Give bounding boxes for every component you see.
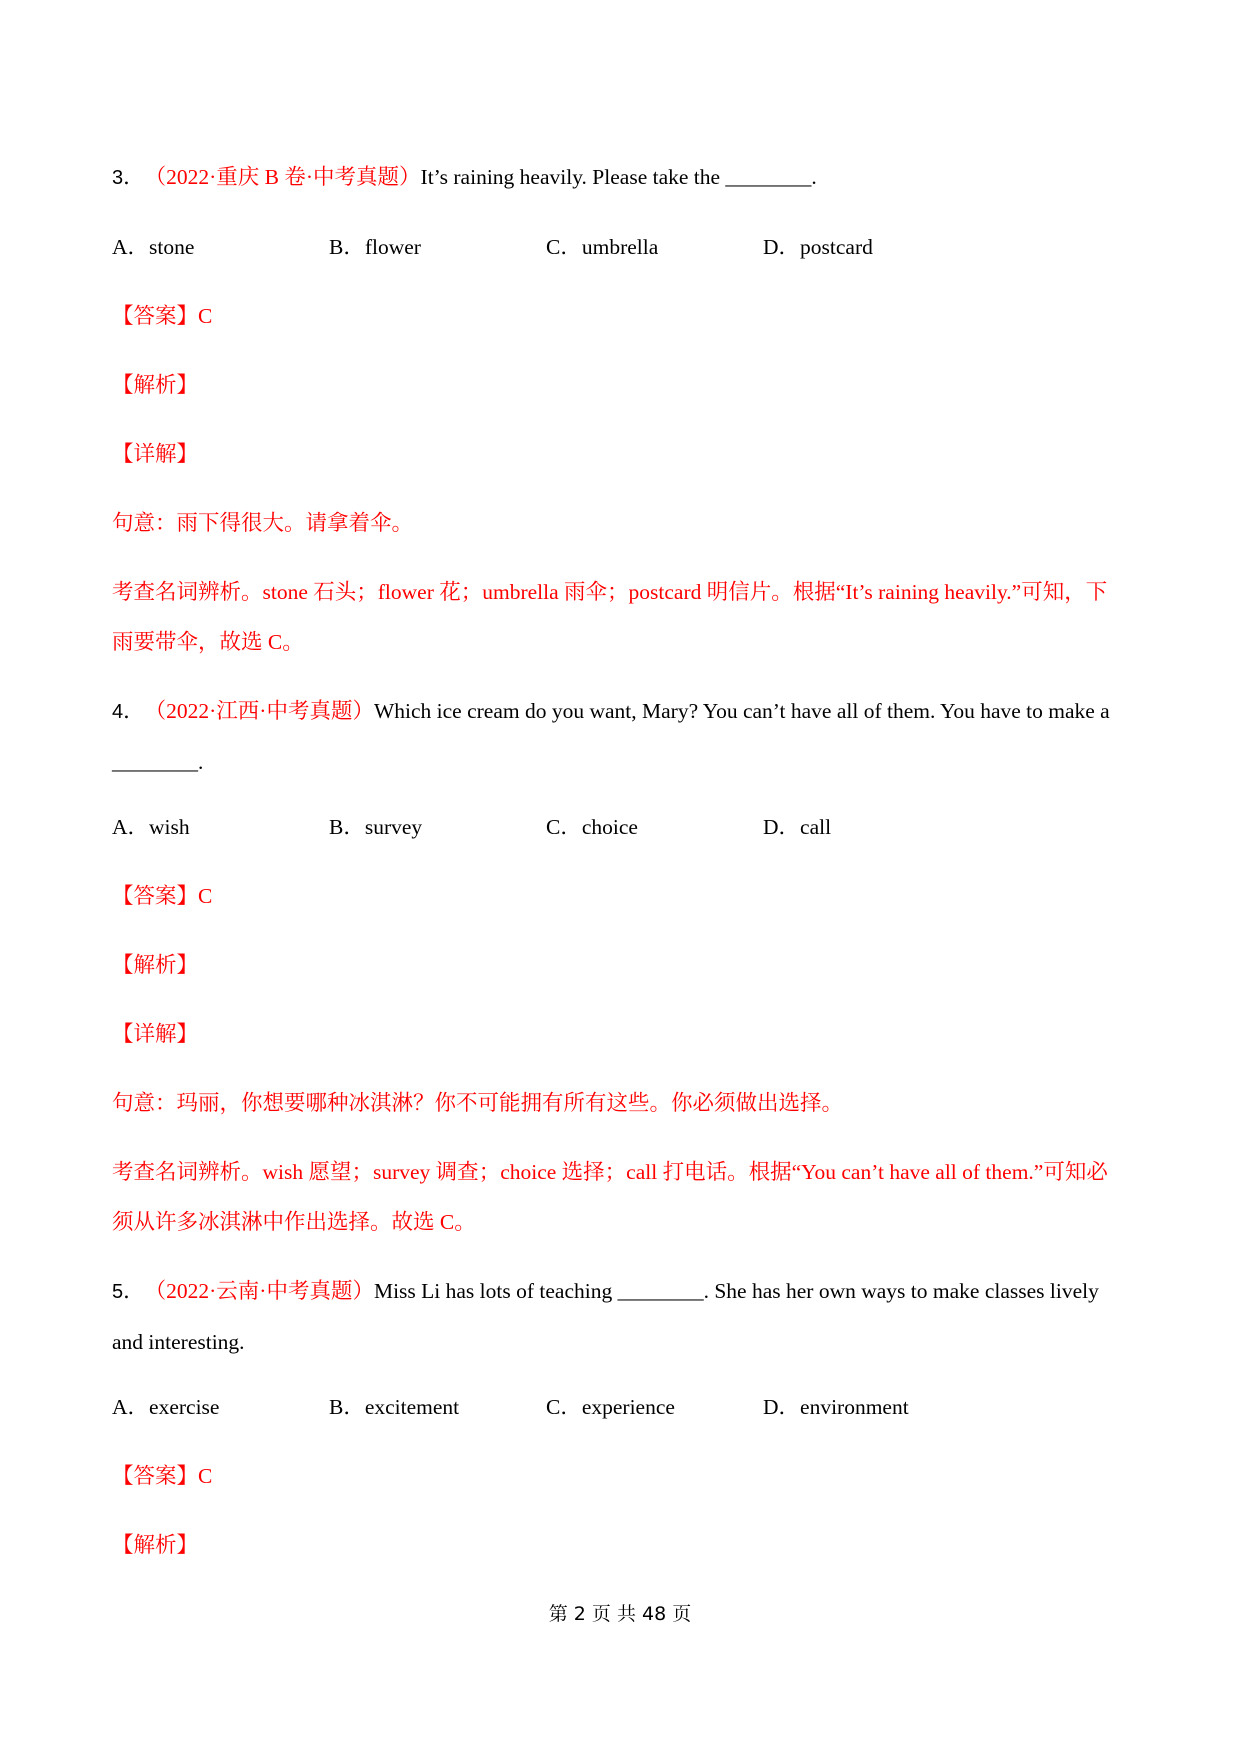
option-separator: ． xyxy=(778,235,801,259)
option-label: B xyxy=(329,815,344,839)
option-text: postcard xyxy=(800,235,873,259)
option-d xyxy=(763,802,980,852)
option-separator: ． xyxy=(560,1395,582,1419)
option-separator: ． xyxy=(778,815,801,839)
option-text: stone xyxy=(149,235,195,259)
answer-value: C xyxy=(198,884,213,908)
answer-label: 【答案】 xyxy=(112,304,199,328)
option-d xyxy=(763,222,980,272)
option-b xyxy=(329,802,546,852)
page-number: 第 2 页 共 48 页 xyxy=(548,1603,692,1625)
option-a xyxy=(112,222,329,272)
option-text: exercise xyxy=(149,1395,220,1419)
option-separator: ． xyxy=(560,235,582,259)
option-separator: ． xyxy=(127,1395,150,1419)
option-separator: ． xyxy=(778,1395,801,1419)
question-text: It’s raining heavily. Please take the ________. xyxy=(420,165,817,189)
question-4-stem-line-1 xyxy=(112,686,1142,737)
answer-label: 【答案】 xyxy=(112,884,199,908)
answer-value: C xyxy=(198,304,213,328)
question-5-options xyxy=(112,1382,1142,1432)
question-5-stem-line-1 xyxy=(112,1266,1142,1317)
option-c xyxy=(546,1382,763,1432)
answer-label: 【答案】 xyxy=(112,1464,199,1488)
question-number-separator: ． xyxy=(123,699,145,723)
option-text: survey xyxy=(364,815,423,839)
question-3-analysis-heading: 【解析】 xyxy=(112,373,199,397)
option-text: experience xyxy=(581,1395,675,1419)
option-a xyxy=(112,802,329,852)
question-4-options xyxy=(112,802,1142,852)
question-5-answer xyxy=(112,1451,1142,1501)
explanation-line: 考查名词辨析。wish 愿望；survey 调查；choice 选择；call 打电话。根据“You can’t have all of them.”可知必 xyxy=(112,1160,1108,1184)
option-label: D xyxy=(763,815,779,839)
option-text: excitement xyxy=(364,1395,460,1419)
option-separator: ． xyxy=(343,1395,365,1419)
option-label: D xyxy=(763,1395,779,1419)
question-text: Miss Li has lots of teaching ________. She has her own ways to make classes lively xyxy=(373,1279,1099,1303)
option-a xyxy=(112,1382,329,1432)
question-3-stem xyxy=(112,152,1142,203)
question-4-stem xyxy=(112,686,1142,787)
option-label: C xyxy=(546,1395,561,1419)
question-3-options xyxy=(112,222,1142,272)
question-number-separator: ． xyxy=(123,1279,145,1303)
option-label: A xyxy=(112,815,128,839)
question-source-tag: （2022·重庆 B 卷·中考真题） xyxy=(144,165,421,189)
option-label: B xyxy=(329,1395,344,1419)
question-3-detail-heading: 【详解】 xyxy=(112,442,199,466)
option-label: C xyxy=(546,815,561,839)
question-source-tag: （2022·云南·中考真题） xyxy=(144,1279,374,1303)
question-4-meaning: 句意：玛丽，你想要哪种冰淇淋？你不可能拥有所有这些。你必须做出选择。 xyxy=(112,1091,844,1115)
question-number: 5 xyxy=(112,1281,124,1303)
question-3-stem-line-1 xyxy=(112,152,1142,203)
option-label: C xyxy=(546,235,561,259)
question-4-analysis-heading: 【解析】 xyxy=(112,953,199,977)
question-4-answer xyxy=(112,871,1142,921)
page-content xyxy=(112,152,1142,1589)
question-3-explanation xyxy=(112,567,1142,667)
option-label: D xyxy=(763,235,779,259)
question-source-tag: （2022·江西·中考真题） xyxy=(144,699,374,723)
option-separator: ． xyxy=(560,815,582,839)
option-text: environment xyxy=(800,1395,909,1419)
option-label: A xyxy=(112,235,128,259)
explanation-line: 考查名词辨析。stone 石头；flower 花；umbrella 雨伞；postcard 明信片。根据“It’s raining heavily.”可知，下 xyxy=(112,580,1108,604)
question-3-answer xyxy=(112,291,1142,341)
explanation-line: 须从许多冰淇淋中作出选择。故选 C。 xyxy=(112,1210,476,1234)
option-text: wish xyxy=(149,815,190,839)
question-5-analysis-heading: 【解析】 xyxy=(112,1533,199,1557)
answer-value: C xyxy=(198,1464,213,1488)
question-number: 3 xyxy=(112,167,124,189)
question-5-stem-line-2: and interesting. xyxy=(112,1330,245,1354)
option-text: choice xyxy=(581,815,638,839)
page-footer xyxy=(0,1602,1240,1626)
question-4-explanation xyxy=(112,1147,1142,1247)
option-label: A xyxy=(112,1395,128,1419)
option-c xyxy=(546,802,763,852)
option-text: umbrella xyxy=(581,235,659,259)
option-separator: ． xyxy=(343,815,365,839)
question-3-meaning: 句意：雨下得很大。请拿着伞。 xyxy=(112,511,414,535)
option-text: flower xyxy=(364,235,421,259)
option-text: call xyxy=(800,815,832,839)
option-b xyxy=(329,1382,546,1432)
option-label: B xyxy=(329,235,344,259)
question-4-stem-line-2: ________. xyxy=(112,750,204,774)
question-number-separator: ． xyxy=(123,165,145,189)
question-text: Which ice cream do you want, Mary? You can’t have all of them. You have to make a xyxy=(373,699,1110,723)
option-c xyxy=(546,222,763,272)
option-d xyxy=(763,1382,980,1432)
question-5-stem xyxy=(112,1266,1142,1367)
explanation-line: 雨要带伞，故选 C。 xyxy=(112,630,304,654)
option-b xyxy=(329,222,546,272)
option-separator: ． xyxy=(127,815,150,839)
option-separator: ． xyxy=(343,235,365,259)
question-4-detail-heading: 【详解】 xyxy=(112,1022,199,1046)
option-separator: ． xyxy=(127,235,150,259)
question-number: 4 xyxy=(112,701,124,723)
